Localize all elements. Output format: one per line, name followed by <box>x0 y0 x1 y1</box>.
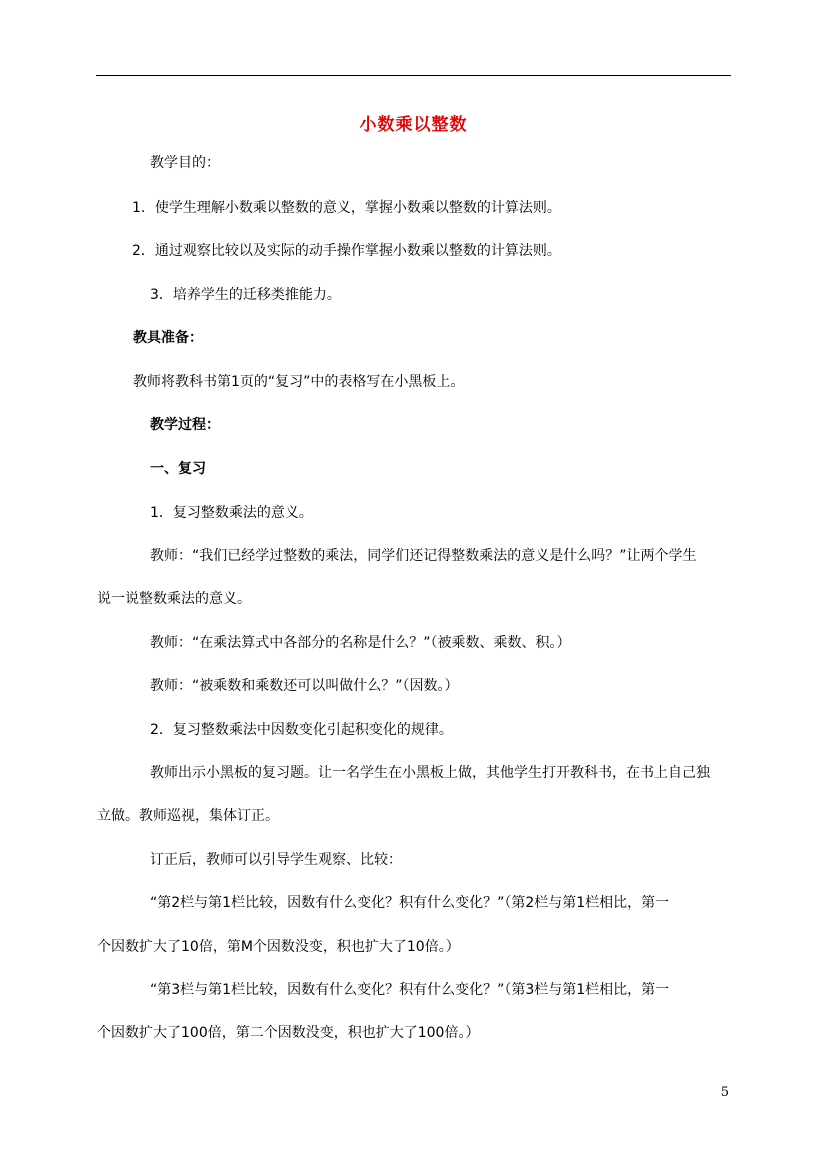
objectives-heading: 教学目的： <box>150 155 220 171</box>
page-number: 5 <box>720 1085 729 1100</box>
paragraph-line: 订正后，教师可以引导学生观察、比较： <box>150 852 402 868</box>
materials-heading: 教具准备： <box>133 330 203 346</box>
objective-1: 1．使学生理解小数乘以整数的意义，掌握小数乘以整数的计算法则。 <box>132 200 561 216</box>
paragraph-line: 教师：“在乘法算式中各部分的名称是什么？”（被乘数、乘数、积。） <box>150 635 571 651</box>
document-title: 小数乘以整数 <box>359 115 468 135</box>
paragraph-line: 教师出示小黑板的复习题。让一名学生在小黑板上做，其他学生打开教科书，在书上自己独 <box>150 765 710 781</box>
paragraph-line: 立做。教师巡视，集体订正。 <box>97 808 279 824</box>
header-rule <box>96 75 731 76</box>
paragraph-line: 个因数扩大了10倍，第M个因数没变，积也扩大了10倍。） <box>97 939 460 955</box>
paragraph-line: 教师：“被乘数和乘数还可以叫做什么？”（因数。） <box>150 678 459 694</box>
paragraph-line: “第3栏与第1栏比较，因数有什么变化？积有什么变化？”（第3栏与第1栏相比，第一 <box>150 982 670 998</box>
review-item-1: 1．复习整数乘法的意义。 <box>150 505 313 521</box>
paragraph-line: “第2栏与第1栏比较，因数有什么变化？积有什么变化？”（第2栏与第1栏相比，第一 <box>150 895 670 911</box>
paragraph-line: 教师：“我们已经学过整数的乘法，同学们还记得整数乘法的意义是什么吗？”让两个学生 <box>150 548 697 564</box>
section-review-heading: 一、复习 <box>150 461 206 477</box>
paragraph-line: 个因数扩大了100倍，第二个因数没变，积也扩大了100倍。） <box>97 1025 480 1041</box>
objective-2: 2．通过观察比较以及实际的动手操作掌握小数乘以整数的计算法则。 <box>132 243 561 259</box>
objective-3: 3．培养学生的迁移类推能力。 <box>150 287 341 303</box>
paragraph-line: 说一说整数乘法的意义。 <box>97 591 251 607</box>
materials-text: 教师将教科书第1页的“复习”中的表格写在小黑板上。 <box>133 374 465 390</box>
review-item-2: 2．复习整数乘法中因数变化引起积变化的规律。 <box>150 722 453 738</box>
process-heading: 教学过程： <box>150 417 220 433</box>
